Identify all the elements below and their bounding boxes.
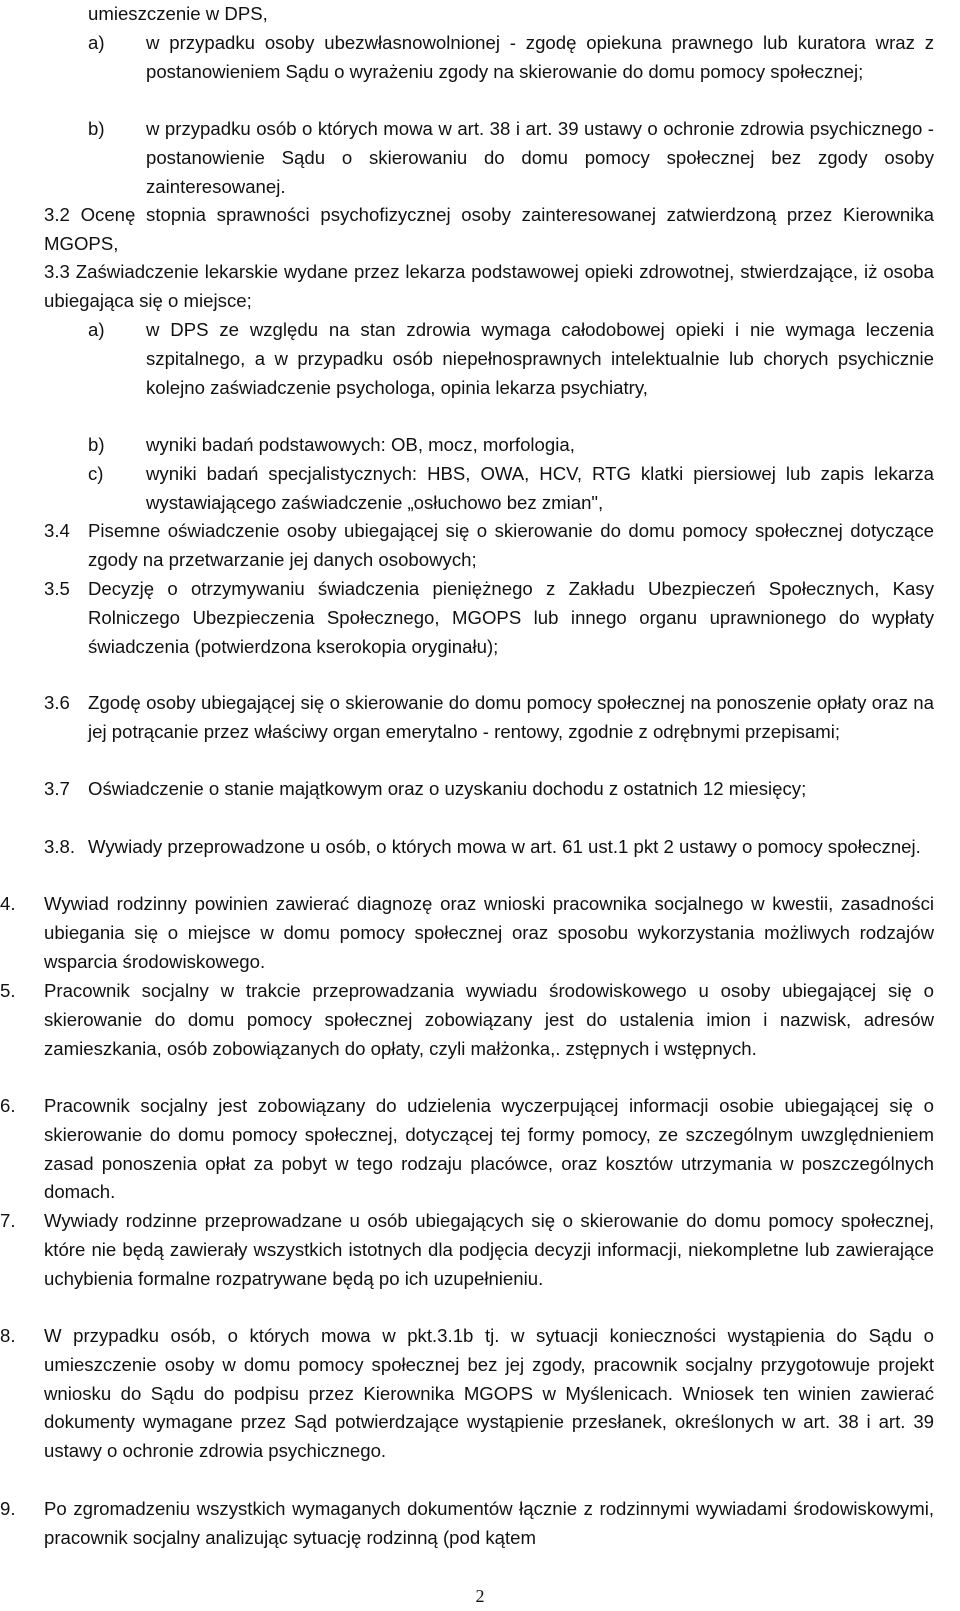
point-label: 4. [0,893,16,914]
item-text: Pisemne oświadczenie osoby ubiegającej się o skierowanie do domu pomocy społecznej dotyczące zgody na przetwarzanie jej danych osobowych; [88,520,934,570]
item-text: Oświadczenie o stanie majątkowym oraz o uzyskaniu dochodu z ostatnich 12 miesięcy; [88,778,807,799]
point-text: Pracownik socjalny w trakcie przeprowadzania wywiadu środowiskowego u osoby ubiegającej się o skierowanie do domu pomocy społecznej zobowiązany jest do ustalenia imion i nazwisk, adresów zamieszkania, osób zobowiązanych do opłaty, czyli małżonka,. zstępnych i wstępnych. [44,980,934,1059]
page-number: 2 [475,1586,485,1606]
continuation-text: umieszczenie w DPS, [88,3,268,24]
item-text: Decyzję o otrzymywaniu świadczenia pieniężnego z Zakładu Ubezpieczeń Społecznych, Kasy Rolniczego Ubezpieczenia Społecznego, MGOPS lub innego organu uprawnionego do wypłaty świadczenia (potwierdzona kserokopia oryginału); [88,578,934,657]
point-text: Po zgromadzeniu wszystkich wymaganych dokumentów łącznie z rodzinnymi wywiadami środowiskowymi, pracownik socjalny analizując sytuację rodzinną (pod kątem [44,1498,934,1548]
item-text: Zaświadczenie lekarskie wydane przez lekarza podstawowej opieki zdrowotnej, stwierdzające, iż osoba ubiegająca się o miejsce; [44,261,934,311]
item-label: a) [88,32,105,53]
item-3-3 [44,258,934,316]
item-label: 3.5 [44,578,70,599]
item-text: Ocenę stopnia sprawności psychofizycznej osoby zainteresowanej zatwierdzoną przez Kierownika MGOPS, [44,204,934,254]
item-label: 3.6 [44,692,70,713]
point-text: Pracownik socjalny jest zobowiązany do udzielenia wyczerpującej informacji osobie ubiegającej się o skierowanie do domu pomocy społecznej, dotyczącej tej formy pomocy, ze szczególnym uwzględnieniem zasad ponoszenia opłat za pobyt w tego rodzaju placówce, oraz kosztów utrzymania w poszczególnych domach. [44,1095,934,1203]
item-text: wyniki badań podstawowych: OB, mocz, morfologia, [146,434,575,455]
point-text: Wywiady rodzinne przeprowadzane u osób ubiegających się o skierowanie do domu pomocy społecznej, które nie będą zawierały wszystkich istotnych dla podjęcia decyzji informacji, niekompletne lub zawierające uchybienia formalne rozpatrywane będą po ich uzupełnieniu. [44,1210,934,1289]
point-text: W przypadku osób, o których mowa w pkt.3.1b tj. w sytuacji konieczności wystąpienia do Sądu o umieszczenie osoby w domu pomocy społecznej bez jej zgody, pracownik socjalny przygotowuje projekt wniosku do Sądu do podpisu przez Kierownika MGOPS w Myślenicach. Wniosek ten winien zawierać dokumenty wymagane przez Sąd potwierdzające wystąpienie przesłanek, określonych w art. 38 i art. 39 ustawy o ochronie zdrowia psychicznego. [44,1325,934,1462]
item-text: Wywiady przeprowadzone u osób, o których mowa w art. 61 ust.1 pkt 2 ustawy o pomocy społecznej. [88,836,921,857]
point-label: 9. [0,1498,16,1519]
item-text: w DPS ze względu na stan zdrowia wymaga całodobowej opieki i nie wymaga leczenia szpitalnego, a w przypadku osób niepełnosprawnych intelektualnie lub chorych psychicznie kolejno zaświadczenie psychologa, opinia lekarza psychiatry, [146,319,934,398]
item-label: b) [88,118,105,139]
item-label: a) [88,319,105,340]
item-label: 3.8. [44,836,76,857]
item-label: 3.2 [44,204,70,225]
item-label: c) [88,463,104,484]
point-label: 8. [0,1325,16,1346]
point-label: 5. [0,980,16,1001]
point-label: 7. [0,1210,16,1231]
item-label: 3.3 [44,261,70,282]
continuation-line [88,0,934,29]
item-text: w przypadku osób o których mowa w art. 38 i art. 39 ustawy o ochronie zdrowia psychicznego - postanowienie Sądu o skierowaniu do domu pomocy społecznej bez zgody osoby zainteresowanej. [146,118,934,197]
point-label: 6. [0,1095,16,1116]
item-label: 3.4 [44,520,70,541]
item-text: Zgodę osoby ubiegającej się o skierowanie do domu pomocy społecznej na ponoszenie opłaty oraz na jej potrącanie przez właściwy organ emerytalno - rentowy, zgodnie z odrębnymi przepisami; [88,692,934,742]
item-label: 3.7 [44,778,70,799]
point-text: Wywiad rodzinny powinien zawierać diagnozę oraz wnioski pracownika socjalnego w kwestii, zasadności ubiegania się o miejsce w domu pomocy społecznej oraz sposobu wykorzystania możliwych rodzajów wsparcia środowiskowego. [44,893,934,972]
item-3-2 [44,201,934,259]
item-text: w przypadku osoby ubezwłasnowolnionej - zgodę opiekuna prawnego lub kuratora wraz z postanowieniem Sądu o wyrażeniu zgody na skierowanie do domu pomocy społecznej; [146,32,934,82]
item-label: b) [88,434,105,455]
item-text: wyniki badań specjalistycznych: HBS, OWA, HCV, RTG klatki piersiowej lub zapis lekarza wystawiającego zaświadczenie „osłuchowo bez zmian", [146,463,934,513]
